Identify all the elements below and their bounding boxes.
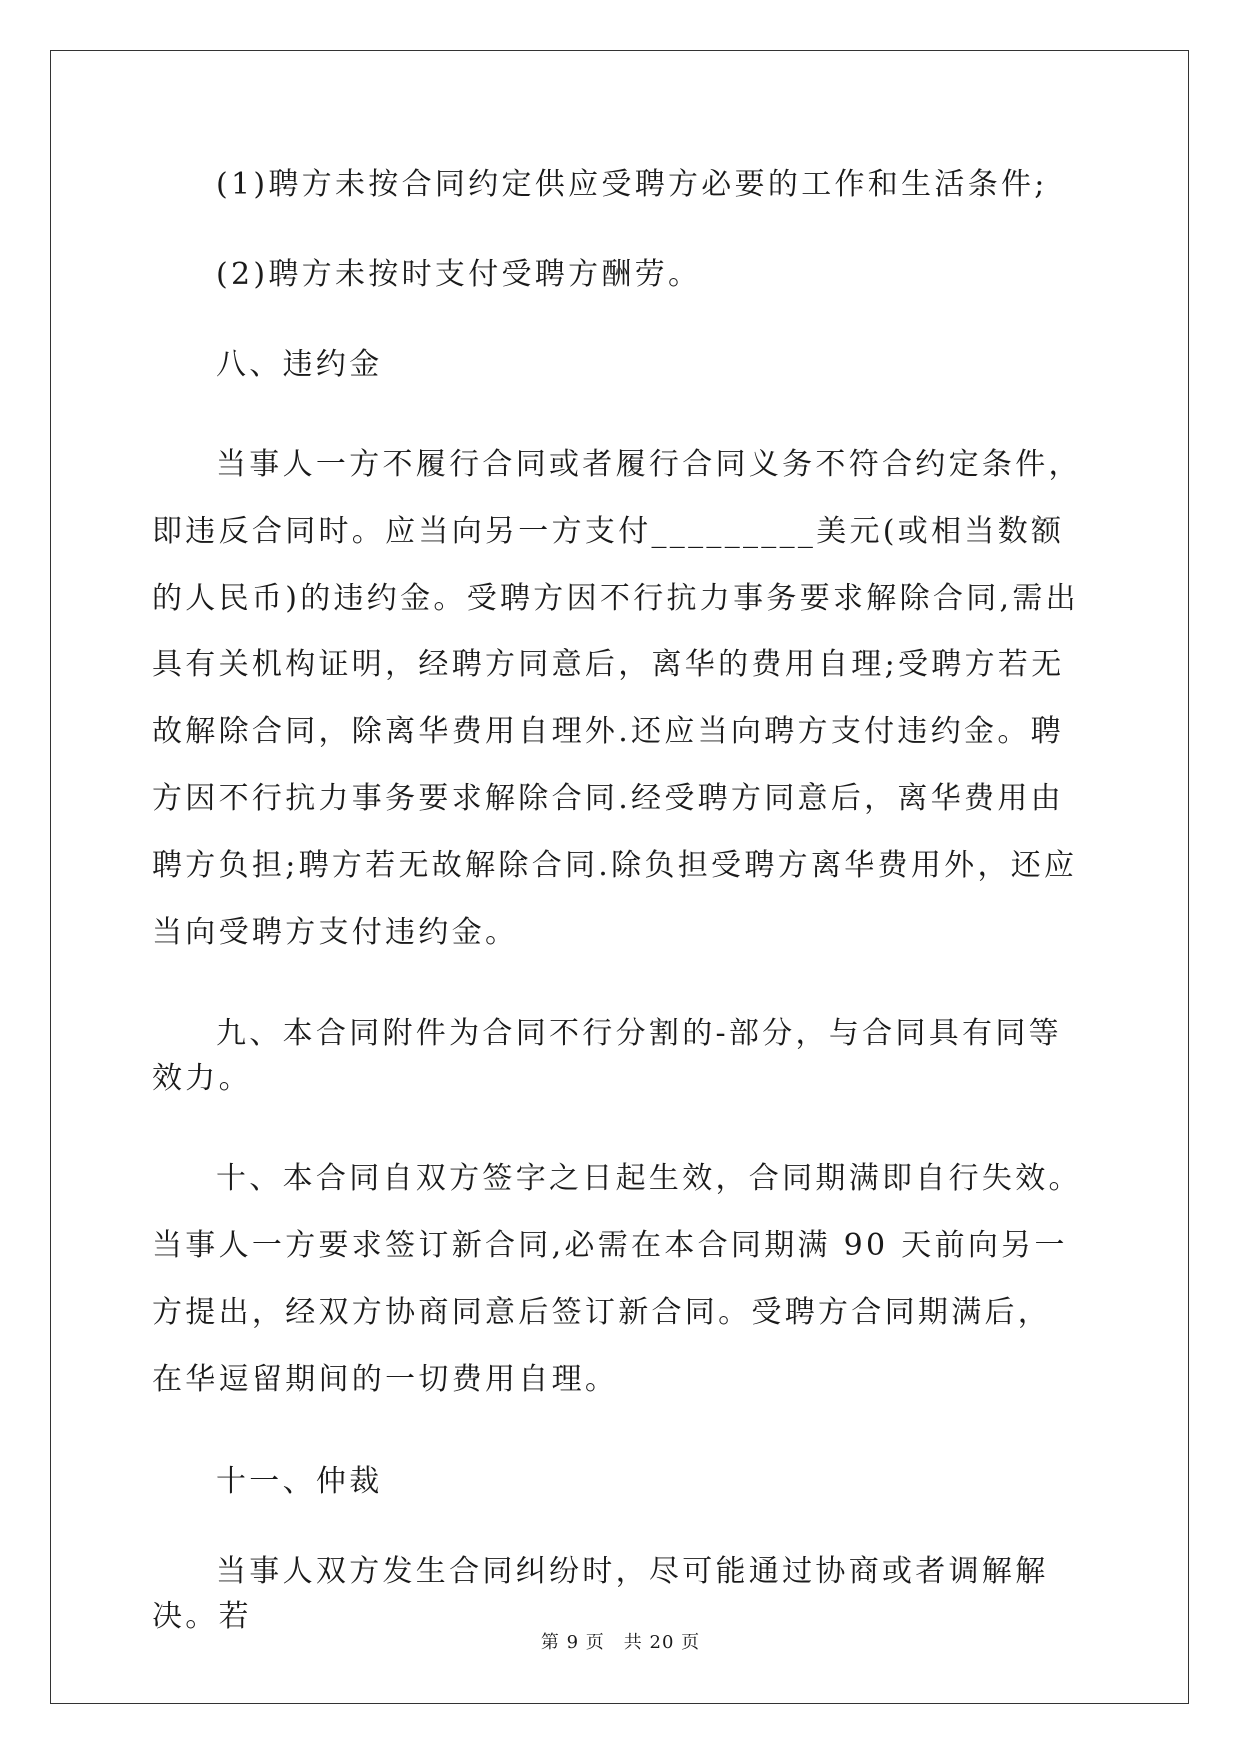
paragraph-clause-7-item-1: (1)聘方未按合同约定供应受聘方必要的工作和生活条件; bbox=[216, 167, 1048, 202]
heading-clause-11: 十一、仲裁 bbox=[216, 1463, 383, 1499]
paragraph-clause-9: 九、本合同附件为合同不行分割的-部分，与合同具有同等效力。 bbox=[152, 1016, 1062, 1097]
document-body bbox=[152, 162, 1084, 1684]
paragraph-clause-11-body: 当事人双方发生合同纠纷时，尽可能通过协商或者调解解决。若 bbox=[152, 1553, 1049, 1634]
heading-clause-8: 八、违约金 bbox=[216, 347, 383, 382]
paragraph-clause-7-item-2: (2)聘方未按时支付受聘方酬劳。 bbox=[216, 257, 702, 292]
page-number-footer: 第 9 页 共 20 页 bbox=[540, 1632, 701, 1653]
paragraph-clause-10: 十、本合同自双方签字之日起生效，合同期满即自行失效。当事人一方要求签订新合同,必需在本合同期满 90 天前向另一方提出，经双方协商同意后签订新合同。受聘方合同期满后，在华逗留期间的一切费用自理。 bbox=[152, 1161, 1082, 1397]
paragraph-clause-8-body: 当事人一方不履行合同或者履行合同义务不符合约定条件，即违反合同时。应当向另一方支付_________美元(或相当数额的人民币)的违约金。受聘方因不行抗力事务要求解除合同,需出具有关机构证明，经聘方同意后，离华的费用自理;受聘方若无故解除合同，除离华费用自理外.还应当向聘方支付违约金。聘方因不行抗力事务要求解除合同.经受聘方同意后，离华费用由聘方负担;聘方若无故解除合同.除负担受聘方离华费用外，还应当向受聘方支付违约金。 bbox=[152, 447, 1082, 950]
